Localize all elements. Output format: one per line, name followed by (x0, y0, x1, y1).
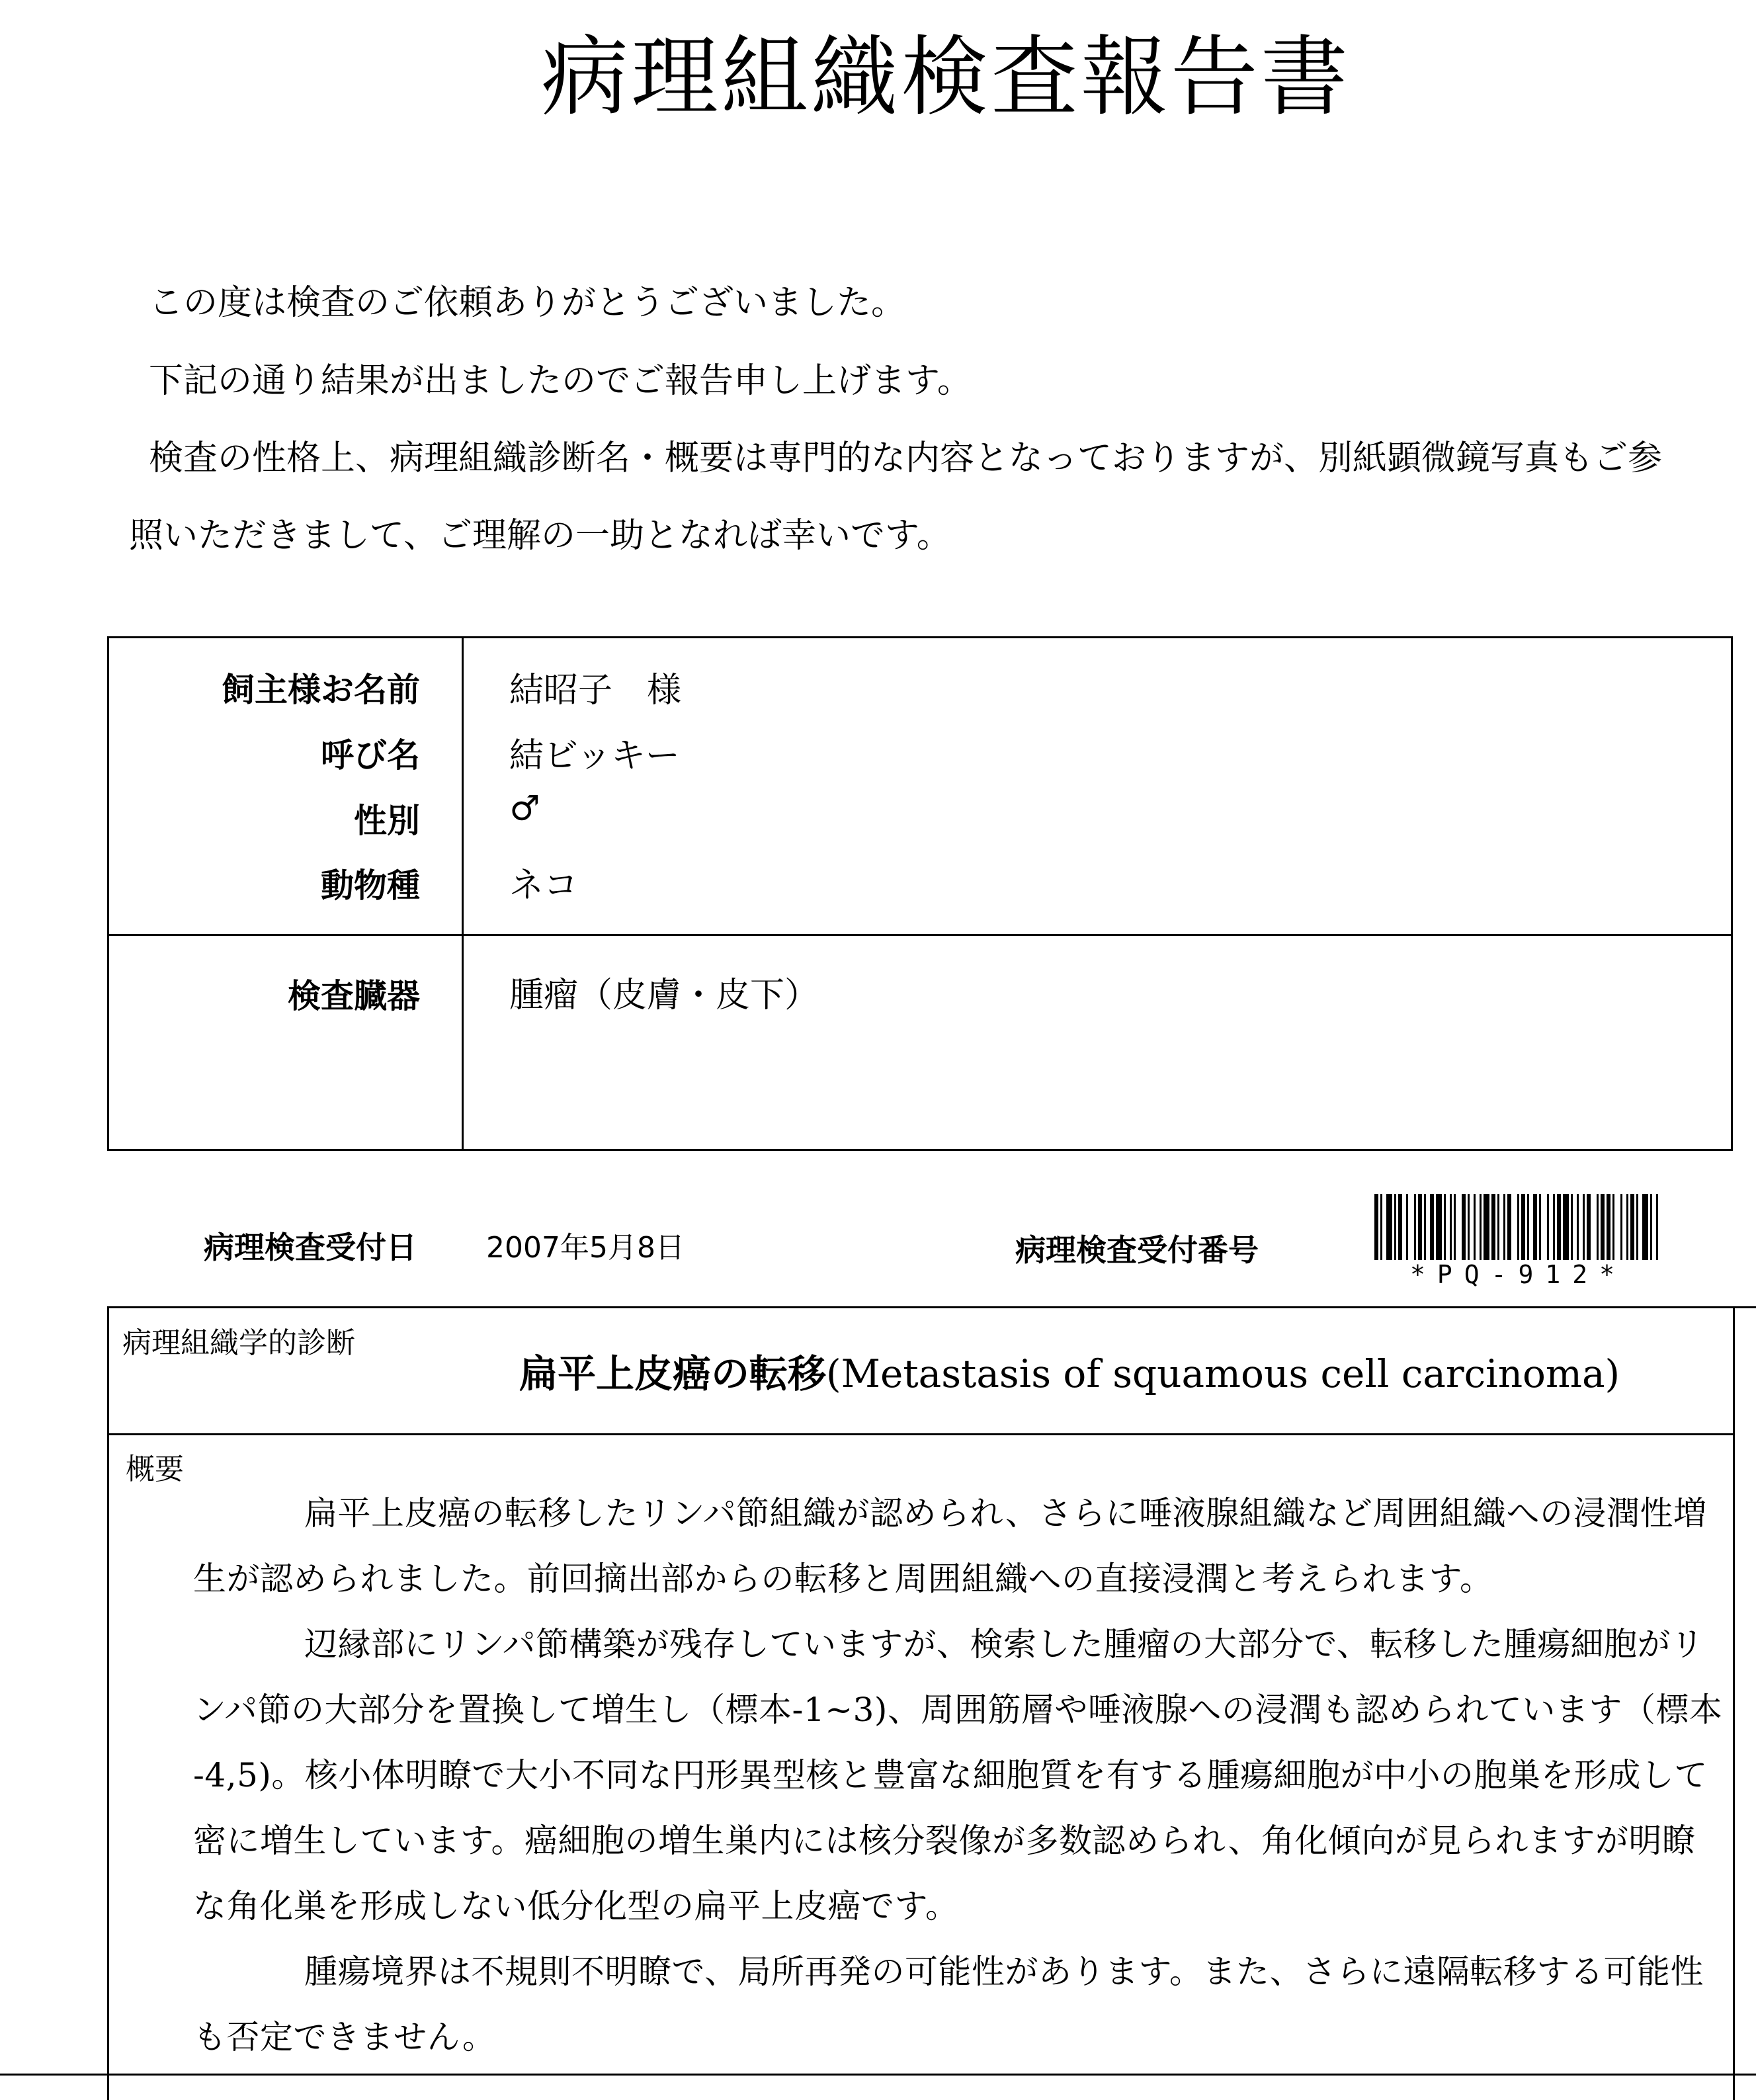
barcode-bar (1591, 1194, 1597, 1260)
summary-line: 腫瘍境界は不規則不明瞭で、局所再発の可能性があります。また、さらに遠隔転移する可能性 (304, 1953, 1704, 1991)
summary-line: 扁平上皮癌の転移したリンパ節組織が認められ、さらに唾液腺組織など周囲組織への浸潤性増 (304, 1494, 1707, 1533)
owner-value: 結昭子 様 (509, 671, 682, 710)
summary-heading: 概要 (126, 1452, 184, 1486)
barcode-bar (1484, 1194, 1489, 1260)
intro-line-1: この度は検査のご依頼ありがとうございました。 (149, 283, 906, 323)
summary-line: 生が認められました。前回摘出部からの転移と周囲組織への直接浸潤と考えられます。 (193, 1560, 1493, 1598)
barcode-bar (1386, 1194, 1392, 1260)
diagnosis-name-en: (Metastasis of squamous cell carcinoma) (826, 1351, 1620, 1396)
summary-line: な角化巣を形成しない低分化型の扁平上皮癌です。 (193, 1887, 959, 1925)
barcode-text: *PQ-912* (1409, 1260, 1627, 1289)
callname-value: 結ビッキー (509, 736, 680, 776)
species-value: ネコ (509, 866, 579, 905)
info-divider-horizontal (109, 934, 1731, 936)
summary-line: ンパ節の大部分を置換して増生し（標本-1~3)、周囲筋層や唾液腺への浸潤も認められています（標本 (193, 1691, 1723, 1729)
patient-info-box (107, 636, 1733, 1151)
diagnosis-divider (107, 1433, 1735, 1435)
bottom-rule (0, 2074, 1756, 2076)
barcode-bar (1658, 1194, 1662, 1260)
intro-line-2: 下記の通り結果が出ましたのでご報告申し上げます。 (149, 361, 972, 401)
species-label: 動物種 (321, 866, 420, 905)
diagnosis-heading: 病理組織学的診断 (122, 1326, 355, 1360)
intro-line-4: 照いただきまして、ご理解の一助となれば幸いです。 (129, 516, 951, 556)
barcode-bar (1408, 1194, 1414, 1260)
organ-label: 検査臓器 (288, 977, 420, 1015)
organ-value: 腫瘤（皮膚・皮下） (509, 976, 819, 1015)
reception-number-label: 病理検査受付番号 (1015, 1232, 1259, 1268)
document-title: 病理組織検査報告書 (541, 26, 1351, 128)
sex-label: 性別 (354, 802, 420, 840)
reception-date-label: 病理検査受付日 (204, 1230, 417, 1265)
reception-date-value: 2007年5月8日 (486, 1231, 685, 1265)
summary-line: 辺縁部にリンパ節構築が残存していますが、検索した腫瘤の大部分で、転移した腫瘍細胞がリ (304, 1625, 1704, 1663)
barcode (1374, 1194, 1662, 1260)
barcode-bar (1456, 1194, 1462, 1260)
diagnosis-name (519, 1343, 1620, 1398)
barcode-bar (1642, 1194, 1648, 1260)
intro-line-3: 検査の性格上、病理組織診断名・概要は専門的な内容となっておりますが、別紙顕微鏡写真もご参 (149, 439, 1663, 478)
owner-label: 飼主様お名前 (222, 671, 420, 709)
callname-label: 呼び名 (321, 736, 420, 775)
sex-value: ♂ (509, 789, 540, 829)
summary-line: も否定できません。 (193, 2018, 496, 2056)
barcode-bar (1511, 1194, 1517, 1260)
barcode-bar (1563, 1194, 1569, 1260)
diagnosis-box-right-border (1733, 1306, 1735, 2100)
barcode-bar (1541, 1194, 1547, 1260)
barcode-bar (1614, 1194, 1620, 1260)
diagnosis-name-ja: 扁平上皮癌の転移 (519, 1351, 827, 1396)
summary-line: 密に増生しています。癌細胞の増生巣内には核分裂像が多数認められ、角化傾向が見られますが明瞭 (193, 1822, 1696, 1860)
info-divider-vertical (462, 638, 464, 1149)
summary-line: -4,5)。核小体明瞭で大小不同な円形異型核と豊富な細胞質を有する腫瘍細胞が中小の胞巣を形成して (193, 1756, 1708, 1794)
barcode-bar (1436, 1194, 1442, 1260)
